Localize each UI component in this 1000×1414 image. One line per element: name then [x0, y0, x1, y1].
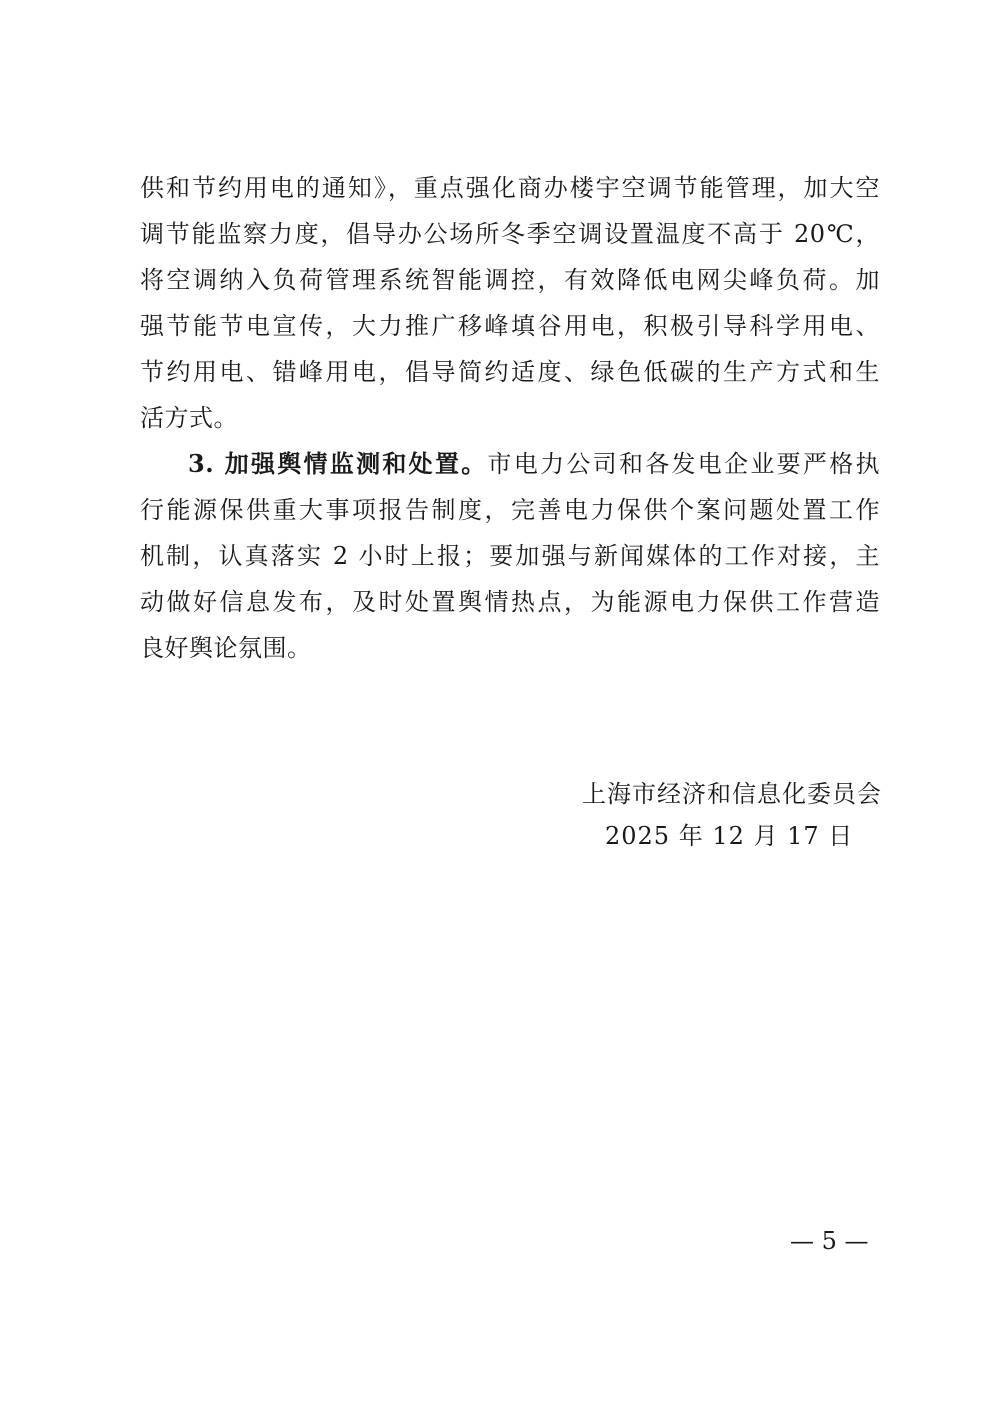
paragraph-line: 良好舆论氛围。 [140, 634, 312, 662]
paragraph-line: 调节能监察力度，倡导办公场所冬季空调设置温度不高于 20℃， [140, 220, 880, 248]
signature-organization: 上海市经济和信息化委员会 [582, 780, 882, 808]
paragraph-line: 供和节约用电的通知》，重点强化商办楼宇空调节能管理，加大空 [140, 174, 880, 202]
paragraph-line: 动做好信息发布，及时处置舆情热点，为能源电力保供工作营造 [140, 588, 880, 616]
section-3-first-line [188, 448, 880, 480]
paragraph-line: 强节能节电宣传，大力推广移峰填谷用电，积极引导科学用电、 [140, 312, 880, 340]
paragraph-line: 节约用电、错峰用电，倡导简约适度、绿色低碳的生产方式和生 [140, 358, 880, 386]
page-number: — 5 — [790, 1227, 869, 1255]
paragraph-line: 活方式。 [140, 404, 238, 432]
paragraph-line: 将空调纳入负荷管理系统智能调控，有效降低电网尖峰负荷。加 [140, 266, 880, 294]
section-3-heading: 3. 加强舆情监测和处置。 [188, 449, 488, 478]
section-3-first-line-text: 市电力公司和各发电企业要严格执 [487, 450, 880, 478]
signature-date: 2025 年 12 月 17 日 [605, 822, 854, 850]
paragraph-line: 行能源保供重大事项报告制度，完善电力保供个案问题处置工作 [140, 496, 880, 524]
paragraph-line: 机制，认真落实 2 小时上报；要加强与新闻媒体的工作对接，主 [140, 542, 880, 570]
